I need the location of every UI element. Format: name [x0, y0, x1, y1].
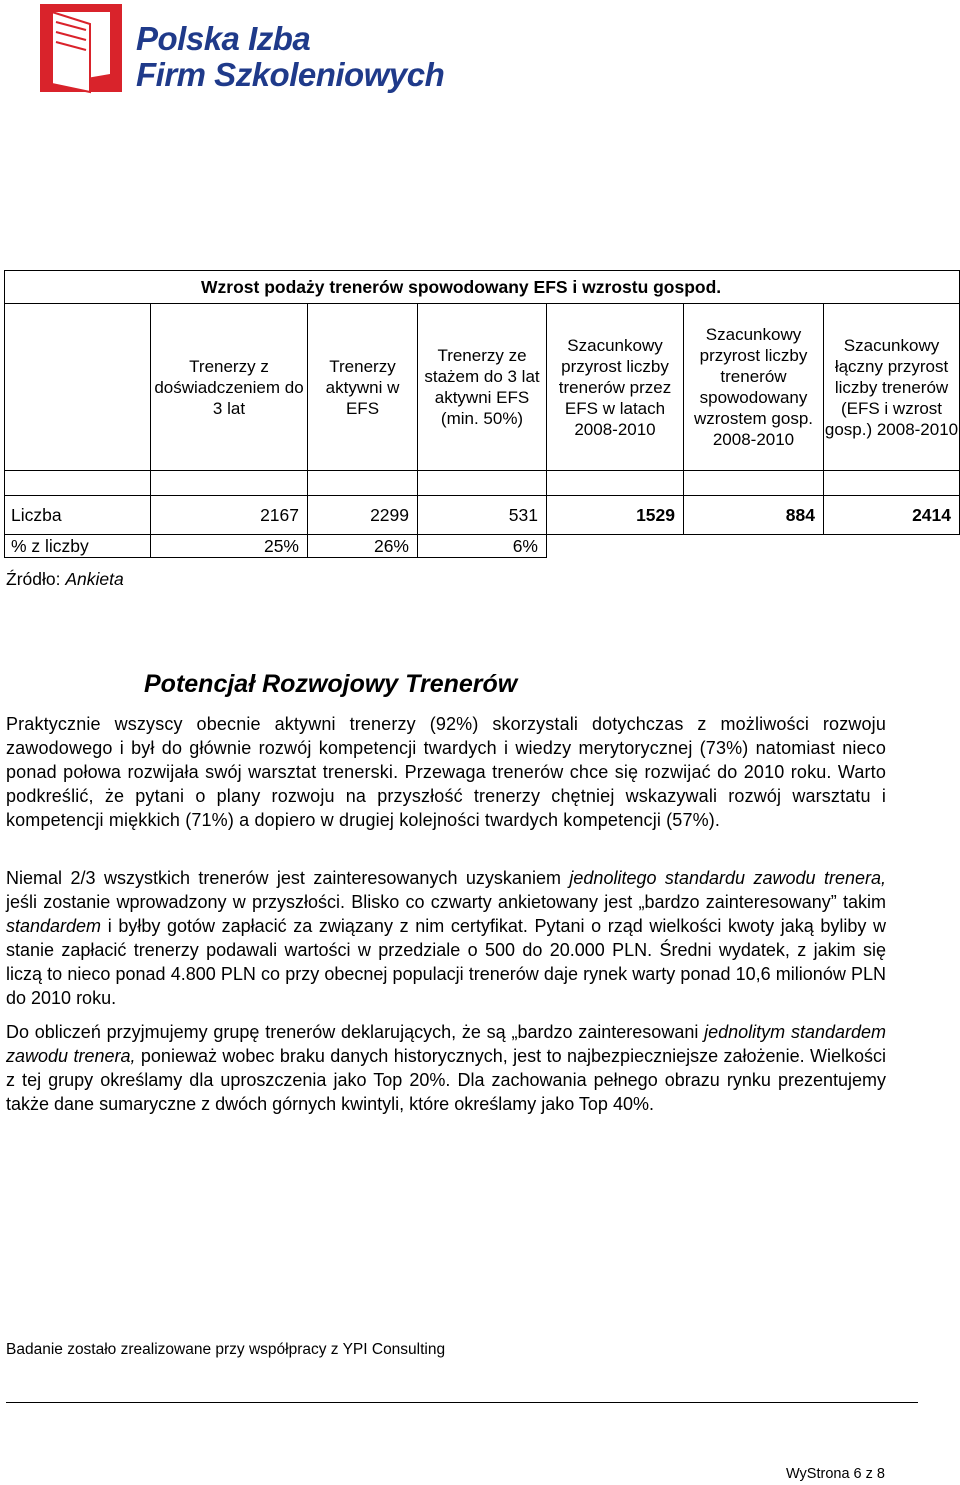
- footer-divider: [6, 1402, 918, 1403]
- table-title-row: [5, 271, 960, 304]
- table-cell: 25%: [151, 535, 308, 558]
- header-cell: Trenerzy ze stażem do 3 lat aktywni EFS (min. 50%): [418, 304, 547, 471]
- paragraph-text: Warto podkreślić, że pytani o plany rozwoju na przyszłość trenerzy chętniej wskazywali rozwój warsztatu i kompetencji miękkich (71%) a dopiero w drugiej kolejności twardych kompetencji (57%).: [6, 762, 886, 830]
- paragraph-text: Do obliczeń przyjmujemy grupę trenerów deklarujących, że są „bardzo zainteresowani: [6, 1022, 705, 1042]
- book-logo-icon: [30, 4, 130, 96]
- table-cell: 2299: [308, 496, 418, 535]
- table-header-row: [5, 304, 960, 471]
- table-cell: 2167: [151, 496, 308, 535]
- training-supply-table: [4, 270, 960, 558]
- paragraph-emphasis: jednolitym standardem zawodu trenera,: [6, 1022, 886, 1066]
- paragraph-text: i byłby gotów zapłacić za związany z nim certyfikat. Pytani o rząd wielkości kwoty jaką byliby w stanie zapłacić trenerzy podawali wartości w przedziale o 500 do 20.000 PLN. Średni wydatek, z jakim się liczą to nieco ponad 4.800 PLN co przy obecnej populacji trenerów daje rynek warty ponad 10,6 milionów PLN do 2010 roku.: [6, 916, 886, 1008]
- logo-line-1: Polska Izba: [136, 20, 311, 57]
- table-cell: 2414: [824, 496, 960, 535]
- table-title: Wzrost podaży trenerów spowodowany EFS i wzrostu gospod.: [5, 271, 960, 304]
- header-cell: Trenerzy aktywni w EFS: [308, 304, 418, 471]
- paragraph-2: [6, 866, 886, 1010]
- section-title: Potencjał Rozwojowy Trenerów: [144, 670, 518, 698]
- table-cell: 6%: [418, 535, 547, 558]
- table-cell: 884: [684, 496, 824, 535]
- table-cell: 1529: [547, 496, 684, 535]
- source-label: Źródło:: [6, 569, 61, 589]
- paragraph-emphasis: jednolitego standardu zawodu trenera,: [569, 868, 886, 888]
- row-label: % z liczby: [5, 535, 151, 558]
- header-cell: Szacunkowy przyrost liczby trenerów spowodowany wzrostem gosp. 2008-2010: [684, 304, 824, 471]
- paragraph-text: jeśli zostanie wprowadzony w przyszłości. Blisko co czwarty ankietowany jest „bardzo zainteresowany” takim: [6, 892, 886, 912]
- table-cell: 531: [418, 496, 547, 535]
- table-cell: 26%: [308, 535, 418, 558]
- header-empty: [5, 304, 151, 471]
- paragraph-text: Niemal 2/3 wszystkich trenerów jest zainteresowanych uzyskaniem: [6, 868, 570, 888]
- table-spacer-row: [5, 471, 960, 496]
- paragraph-3: [6, 1020, 886, 1116]
- paragraph-text: Praktycznie wszyscy obecnie aktywni trenerzy (92%) skorzystali dotychczas z możliwości rozwoju zawodowego i był do głównie rozwój kompetencji twardych i wiedzy merytorycznej (73%) natomiast nieco ponad połowa rozwijała swój warsztat trenerski. Przewaga trenerów chce się rozwijać do 2010 roku.: [6, 714, 886, 782]
- row-label: Liczba: [5, 496, 151, 535]
- paragraph-emphasis: standardem: [6, 916, 102, 936]
- paragraph-text: ponieważ wobec braku danych historycznych, jest to najbezpieczniejsze założenie. Wielkości z tej grupy określamy dla uproszczenia jako Top 20%. Dla zachowania pełnego obrazu rynku prezentujemy także dane sumaryczne z dwóch górnych kwintyli, które określamy jako Top 40%.: [6, 1046, 886, 1114]
- header-cell: Szacunkowy przyrost liczby trenerów przez EFS w latach 2008-2010: [547, 304, 684, 471]
- table-row-count: [5, 496, 960, 535]
- table-row-percent: [5, 535, 960, 558]
- page-number: WyStrona 6 z 8: [786, 1466, 885, 1482]
- source-value: Ankieta: [65, 569, 124, 589]
- footer-note: Badanie zostało zrealizowane przy współpracy z YPI Consulting: [6, 1341, 446, 1358]
- header-cell: Trenerzy z doświadczeniem do 3 lat: [151, 304, 308, 471]
- table-source: [6, 569, 124, 590]
- logo-line-2: Firm Szkoleniowych: [136, 56, 445, 93]
- header-cell: Szacunkowy łączny przyrost liczby trenerów (EFS i wzrost gosp.) 2008-2010: [824, 304, 960, 471]
- logo: [30, 4, 460, 96]
- paragraph-1: [6, 712, 886, 832]
